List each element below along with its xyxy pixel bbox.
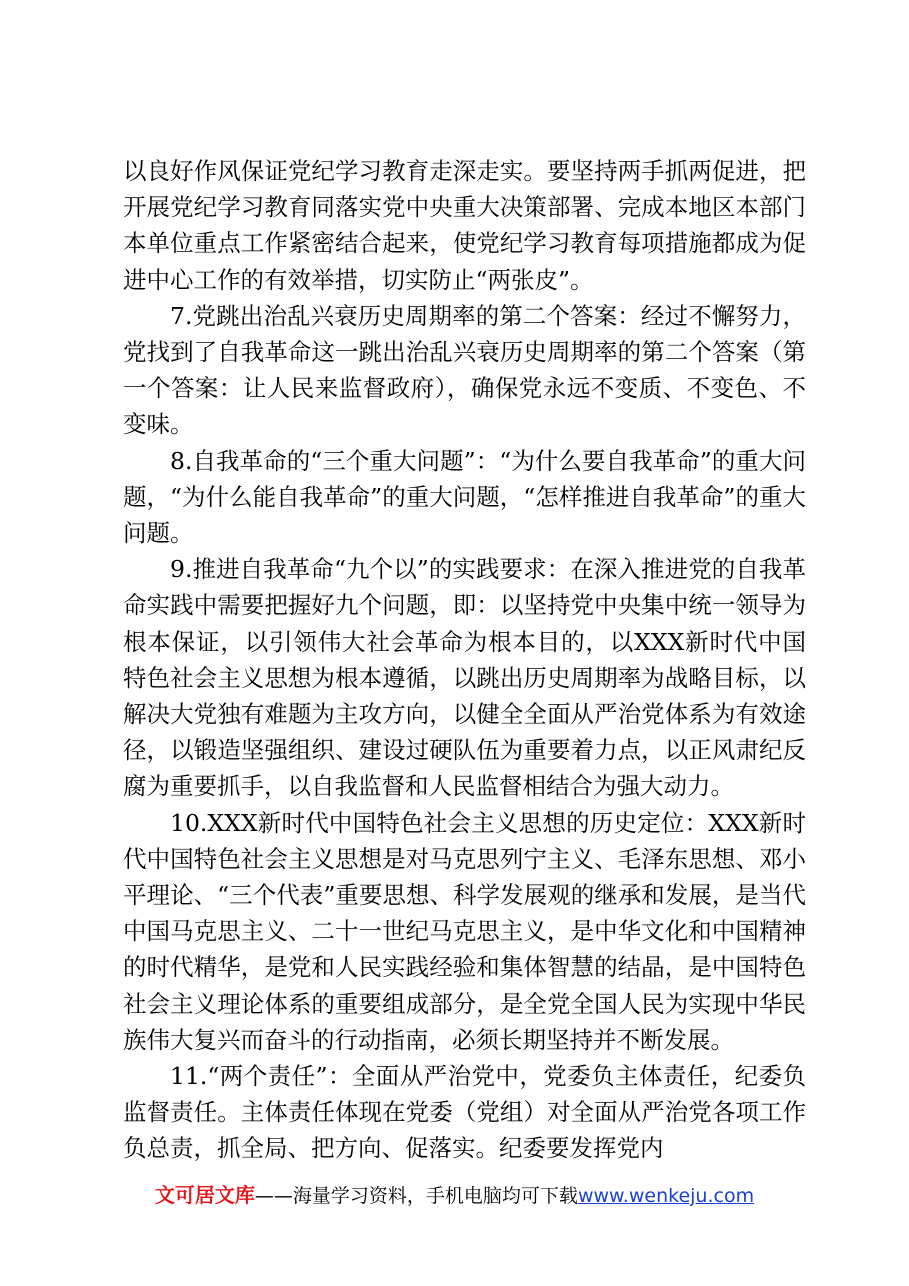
footer-link[interactable]: www.wenkeju.com: [577, 1185, 755, 1207]
paragraph-4: 9.推进自我革命“九个以”的实践要求：在深入推进党的自我革命实践中需要把握好九个问题，即：以坚持党中央集中统一领导为根本保证，以引领伟大社会革命为根本目的，以XXX新时代中国特色社会主义思想为根本遵循，以跳出历史周期率为战略目标，以解决大党独有难题为主攻方向，以健全全面从严治党体系为有效途径，以锻造坚强组织、建设过硬队伍为重要着力点，以正风肃纪反腐为重要抓手，以自我监督和人民监督相结合为强大动力。: [123, 555, 806, 801]
paragraph-5: 10.XXX新时代中国特色社会主义思想的历史定位：XXX新时代中国特色社会主义思想是对马克思列宁主义、毛泽东思想、邓小平理论、“三个代表”重要思想、科学发展观的继承和发展，是当代中国马克思主义、二十一世纪马克思主义，是中华文化和中国精神的时代精华，是党和人民实践经验和集体智慧的结晶，是中国特色社会主义理论体系的重要组成部分，是全党全国人民为实现中华民族伟大复兴而奋斗的行动指南，必须长期坚持并不断发展。: [123, 808, 806, 1054]
paragraph-3: 8.自我革命的“三个重大问题”：“为什么要自我革命”的重大问题，“为什么能自我革命”的重大问题，“怎样推进自我革命”的重大问题。: [123, 446, 806, 548]
footer-brand: 文可居文库: [154, 1183, 255, 1207]
paragraph-2: 7.党跳出治乱兴衰历史周期率的第二个答案：经过不懈努力，党找到了自我革命这一跳出治乱兴衰历史周期率的第二个答案（第一个答案：让人民来监督政府），确保党永远不变质、不变色、不变味。: [123, 301, 806, 439]
footer-banner: [0, 1181, 909, 1210]
document-body: [123, 153, 806, 1167]
paragraph-6: 11.“两个责任”：全面从严治党中，党委负主体责任，纪委负监督责任。主体责任体现在党委（党组）对全面从严治党各项工作负总责，抓全局、把方向、促落实。纪委要发挥党内: [123, 1062, 806, 1163]
footer-slogan: ——海量学习资料，手机电脑均可下载: [254, 1185, 578, 1207]
paragraph-1: 以良好作风保证党纪学习教育走深走实。要坚持两手抓两促进，把开展党纪学习教育同落实党中央重大决策部署、完成本地区本部门本单位重点工作紧密结合起来，使党纪学习教育每项措施都成为促进中心工作的有效举措，切实防止“两张皮”。: [123, 157, 806, 294]
